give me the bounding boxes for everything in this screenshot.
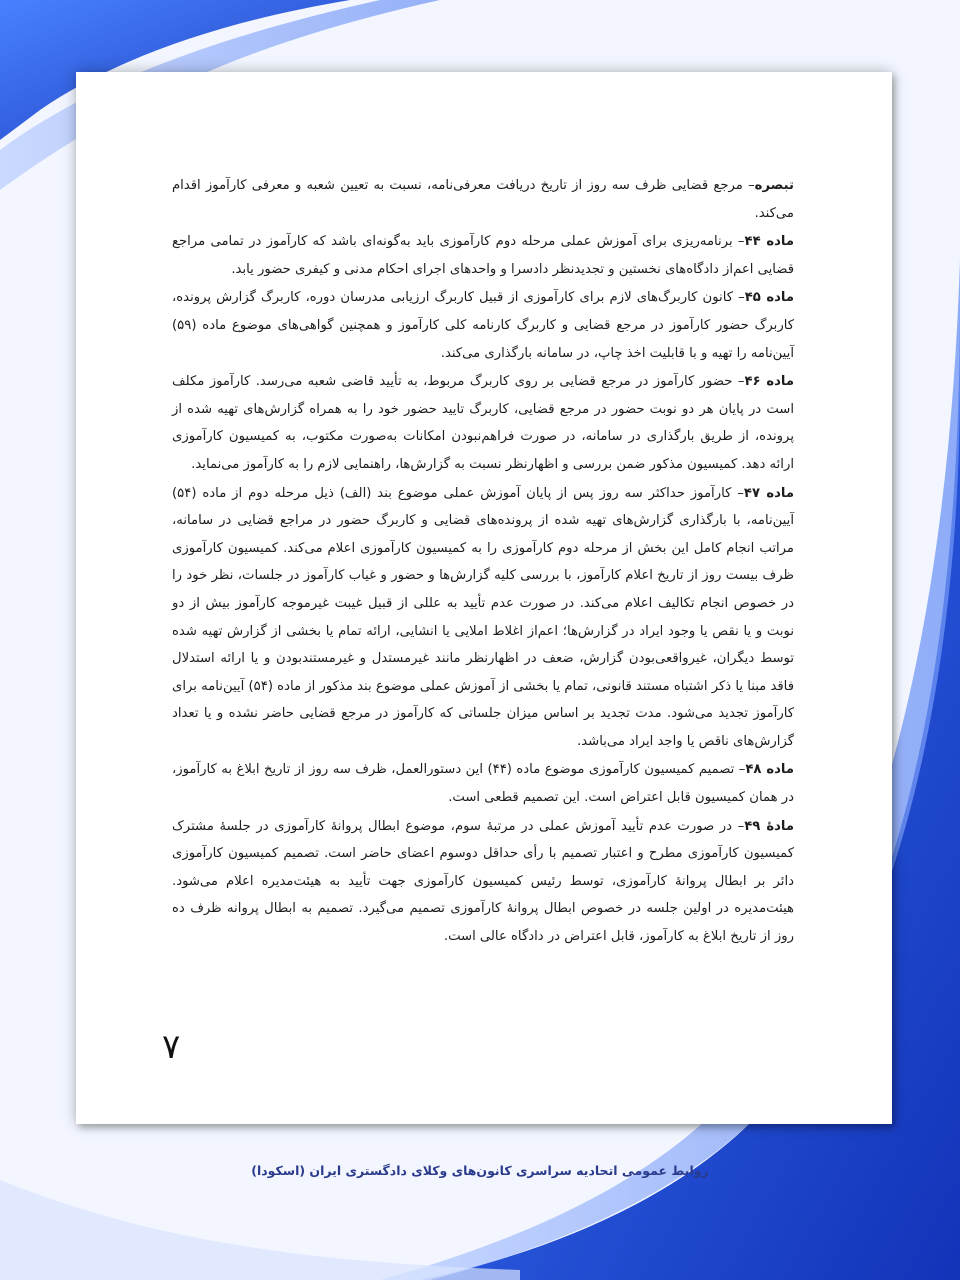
paragraph-text: – برنامه‌ریزی برای آموزش عملی مرحله دوم کارآموزی باید به‌گونه‌ای باشد که کارآموز در تمامی مراجع قضایی اعم‌از دادگاه‌های نخستین و تجدیدنظر دادسرا و واحدهای اجرای احکام مدنی و کیفری حضور یابد.: [172, 234, 794, 277]
paragraph-heading: ماده ۴۷: [743, 485, 794, 501]
paragraph-article-45: [172, 284, 794, 367]
paragraph-heading: تبصره: [754, 178, 794, 193]
paragraph-article-49: [172, 813, 794, 951]
paragraph-heading: ماده ۴۵: [744, 290, 794, 306]
paragraph-note: [172, 172, 794, 227]
paragraph-text: – حضور کارآموز در مرجع قضایی بر روی کاربرگ مربوط، به تأیید قاضی شعبه می‌رسد. کارآموز مکلف است در پایان هر دو نوبت حضور در مرجع قضایی، کاربرگ تایید حضور خود را به همراه گزارش‌های تهیه شده از پرونده، از طریق بارگذاری در سامانه، در صورت فراهم‌نبودن امکانات به‌صورت مکتوب، به کمیسیون کارآموزی ارائه دهد. کمیسیون مذکور ضمن بررسی و اظهارنظر نسبت به گزارش‌ها، راهنمایی لازم را به کارآموز می‌نماید.: [172, 374, 794, 472]
paragraph-text: – مرجع قضایی ظرف سه روز از تاریخ دریافت معرفی‌نامه، نسبت به تعیین شعبه و معرفی کارآموز اقدام می‌کند.: [172, 178, 794, 221]
footer-credit: روابط عمومی اتحادیه سراسری کانون‌های وکلای دادگستری ایران (اسکودا): [251, 1163, 709, 1178]
document-page: [76, 72, 892, 1124]
paragraph-heading: ماده ۴۴: [744, 234, 794, 250]
paragraph-heading: ماده ۴۶: [744, 374, 794, 390]
paragraph-article-48: [172, 756, 794, 811]
paragraph-text: – تصمیم کمیسیون کارآموزی موضوع ماده (۴۴) این دستورالعمل، ظرف سه روز از تاریخ ابلاغ به کارآموز، در همان کمیسیون قابل اعتراض است. این تصمیم قطعی است.: [172, 762, 794, 806]
paragraph-heading: ماده ۴۸: [745, 762, 795, 778]
paragraph-article-47: [172, 480, 794, 756]
paragraph-article-44: [172, 228, 794, 283]
document-body: [172, 172, 794, 951]
paragraph-heading: مادهٔ ۴۹: [744, 818, 794, 834]
paragraph-text: – در صورت عدم تأیید آموزش عملی در مرتبهٔ سوم، موضوع ابطال پروانهٔ کارآموزی در جلسهٔ مشترک کمیسیون کارآموزی مطرح و اعتبار تصمیم با رأی حداقل دوسوم اعضای حاضر است. تصمیم کمیسیون کارآموزی دائر بر ابطال پروانهٔ کارآموزی، توسط رئیس کمیسیون کارآموزی جهت تأیید به هیئت‌مدیره اعلام می‌شود. هیئت‌مدیره در اولین جلسه در خصوص ابطال پروانهٔ کارآموزی تصمیم می‌گیرد. تصمیم به ابطال پروانه ظرف ده روز از تاریخ ابلاغ به کارآموز، قابل اعتراض در دادگاه عالی است.: [172, 818, 794, 945]
page-number: ۷: [162, 1027, 181, 1067]
paragraph-text: – کارآموز حداکثر سه روز پس از پایان آموزش عملی موضوع بند (الف) ذیل مرحله دوم از ماده (۵۴) آیین‌نامه، با بارگذاری گزارش‌های تهیه شده از پرونده‌های قضایی و کاربرگ حضور در مراجع قضایی در سامانه، مراتب انجام کامل این بخش از مرحله دوم کارآموزی را به کمیسیون کارآموزی اعلام می‌کند. کمیسیون کارآموزی ظرف بیست روز از تاریخ اعلام کارآموز، با بررسی کلیه گزارش‌ها و حضور و غیاب کارآموز در جلسات، نظر خود را در خصوص انجام تکالیف اعلام می‌کند. در صورت عدم تأیید به عللی از قبیل غیبت غیرموجه کارآموز بیش از دو نوبت و یا نقص یا وجود ایراد در گزارش‌ها؛ اعم‌از اغلاط املایی یا انشایی، ارائه تمام یا بخشی از گزارش تهیه شده توسط دیگران، غیرواقعی‌بودن گزارش، ضعف در اظهارنظر مانند غیرمستدل و غیرمستندبودن و یا ارائه استدلال فاقد مبنا یا ذکر اشتباه مستند قانونی، تمام یا بخشی از آموزش عملی موضوع بند مذکور از ماده (۵۴) آیین‌نامه برای کارآموز تجدید می‌شود. مدت تجدید بر اساس میزان جلساتی که کارآموز در مرجع قضایی حاضر نشده و یا تعداد گزارش‌های ناقص یا واجد ایراد می‌باشد.: [172, 485, 794, 749]
paragraph-article-46: [172, 368, 794, 478]
paragraph-text: – کانون کاربرگ‌های لازم برای کارآموزی از قبیل کاربرگ ارزیابی مدرسان دوره، کاربرگ گزارش پرونده، کاربرگ حضور کارآموز در مرجع قضایی و کاربرگ کارنامه کلی کارآموز و همچنین گواهی‌های موضوع ماده (۵۹) آیین‌نامه را تهیه و با قابلیت اخذ چاپ، در سامانه بارگذاری می‌کند.: [172, 290, 794, 361]
